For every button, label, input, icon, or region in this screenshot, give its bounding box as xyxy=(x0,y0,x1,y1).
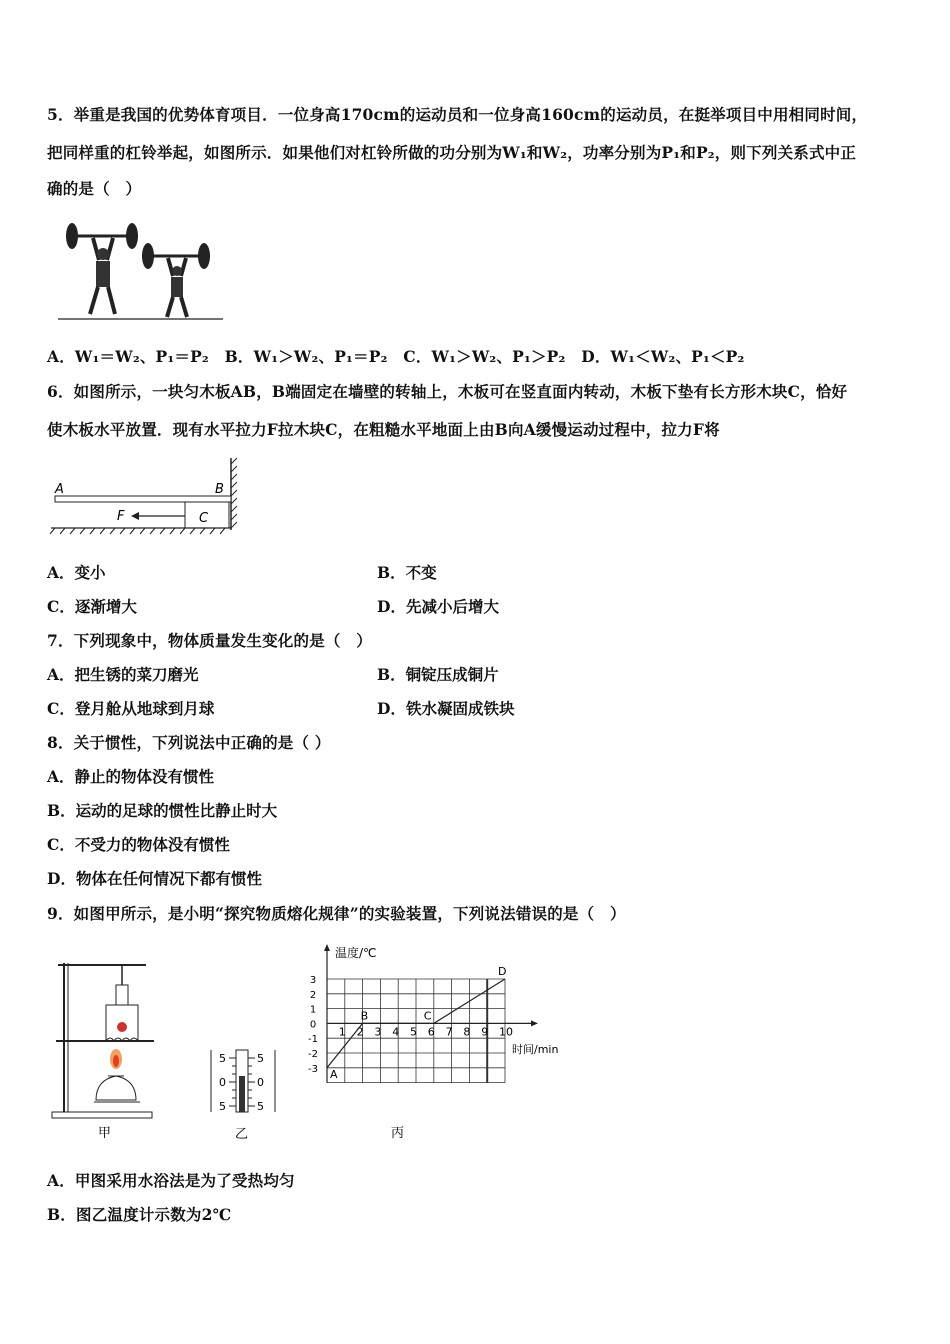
label-f: F xyxy=(117,509,125,524)
q5-line-2: 把同样重的杠铃举起，如图所示．如果他们对杠铃所做的功分别为W₁和W₂，功率分别为P₁和P₂，则下列关系式中正 xyxy=(47,143,857,162)
q6-option-d: D．先减小后增大 xyxy=(377,597,499,616)
label-bing: 丙 xyxy=(391,1126,405,1141)
point-label-b: B xyxy=(360,1009,369,1023)
q5-line-3: 确的是（ ） xyxy=(47,179,142,198)
q8-option-b: B．运动的足球的惯性比静止时大 xyxy=(47,801,278,820)
q9-stem: 9．如图甲所示，是小明“探究物质熔化规律”的实验装置，下列说法错误的是（ ） xyxy=(47,904,626,923)
thermometer-figure xyxy=(205,1040,285,1145)
melting-chart xyxy=(300,935,580,1145)
x-tick-label: 2 xyxy=(356,1025,364,1039)
point-label-c: C xyxy=(423,1009,432,1023)
x-tick-label: 4 xyxy=(392,1025,400,1039)
x-tick-label: 9 xyxy=(481,1025,489,1039)
q7-option-c: C．登月舱从地球到月球 xyxy=(47,699,215,718)
y-axis-label: 温度/℃ xyxy=(335,946,377,960)
x-tick-label: 6 xyxy=(427,1025,435,1039)
q8-option-a: A．静止的物体没有惯性 xyxy=(47,767,215,786)
q6-option-b: B．不变 xyxy=(377,563,437,582)
q6-line-1: 6．如图所示，一块匀木板AB，B端固定在墙壁的转轴上，木板可在竖直面内转动，木板下垫有长方形木块C，恰好 xyxy=(47,382,848,401)
y-tick-label: 2 xyxy=(309,989,317,1001)
label-jia: 甲 xyxy=(98,1126,112,1141)
q8-option-c: C．不受力的物体没有惯性 xyxy=(47,835,230,854)
y-tick-label: 0 xyxy=(309,1019,317,1031)
q9-option-a: A．甲图采用水浴法是为了受热均匀 xyxy=(47,1171,295,1190)
q7-option-d: D．铁水凝固成铁块 xyxy=(377,699,515,718)
q6-option-c: C．逐渐增大 xyxy=(47,597,137,616)
x-tick-label: 5 xyxy=(410,1025,417,1039)
chart-tick-labels xyxy=(308,975,513,1075)
y-tick-label: -3 xyxy=(308,1063,318,1075)
q6-option-a: A．变小 xyxy=(47,563,106,582)
apparatus-figure xyxy=(50,955,165,1145)
thermo-right-top: 5 xyxy=(257,1052,264,1065)
label-yi: 乙 xyxy=(235,1127,249,1142)
x-axis-arrow xyxy=(531,1020,538,1026)
q5-line-1: 5．举重是我国的优势体育项目．一位身高170cm的运动员和一位身高160cm的运动员，在挺举项目中用相同时间， xyxy=(47,105,868,124)
thermo-right-bottom: 5 xyxy=(257,1100,264,1113)
thermo-left-top: 5 xyxy=(219,1052,226,1065)
label-b: B xyxy=(215,482,224,497)
y-tick-label: 1 xyxy=(309,1004,317,1016)
weightlifters-figure xyxy=(58,214,228,322)
y-tick-label: -2 xyxy=(308,1049,318,1060)
y-tick-label: -1 xyxy=(308,1034,318,1046)
q8-stem: 8．关于惯性，下列说法中正确的是（ ） xyxy=(47,733,331,752)
board-figure xyxy=(47,456,242,536)
thermo-left-mid: 0 xyxy=(219,1076,226,1089)
q5-options: A．W₁＝W₂、P₁＝P₂ B．W₁＞W₂、P₁＝P₂ C．W₁＞W₂、P₁＞P₂ D．W₁＜W₂、P₁＜P₂ xyxy=(47,347,745,366)
y-axis-arrow xyxy=(324,944,330,951)
x-tick-label: 1 xyxy=(338,1025,346,1039)
point-label-a: A xyxy=(330,1067,338,1081)
label-c: C xyxy=(199,511,209,526)
x-tick-label: 8 xyxy=(463,1025,471,1039)
x-tick-label: 3 xyxy=(374,1025,382,1039)
q7-option-b: B．铜锭压成铜片 xyxy=(377,665,499,684)
thermo-left-bottom: 5 xyxy=(219,1100,226,1113)
label-a: A xyxy=(55,482,64,497)
x-tick-label: 7 xyxy=(445,1025,453,1039)
thermo-right-mid: 0 xyxy=(257,1076,264,1089)
q7-stem: 7．下列现象中，物体质量发生变化的是（ ） xyxy=(47,631,372,650)
x-axis-label: 时间/min xyxy=(512,1043,559,1056)
y-tick-label: 3 xyxy=(309,975,317,986)
q8-option-d: D．物体在任何情况下都有惯性 xyxy=(47,869,262,888)
q9-option-b: B．图乙温度计示数为2℃ xyxy=(47,1205,232,1224)
q7-option-a: A．把生锈的菜刀磨光 xyxy=(47,665,199,684)
q6-line-2: 使木板水平放置．现有水平拉力F拉木块C，在粗糙水平地面上由B向A缓慢运动过程中，拉力F将 xyxy=(47,420,720,439)
point-label-d: D xyxy=(498,965,507,978)
x-tick-label: 10 xyxy=(499,1025,513,1039)
